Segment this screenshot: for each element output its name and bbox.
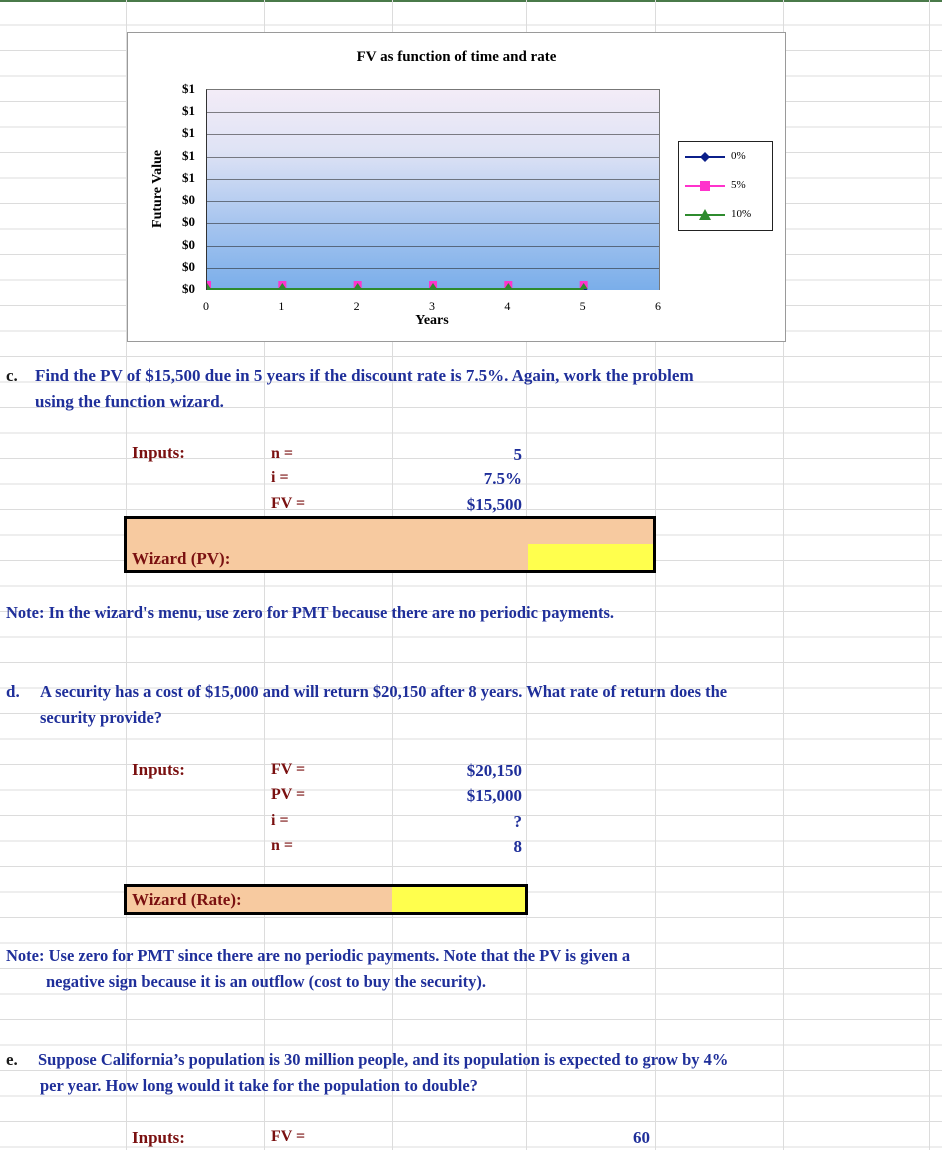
section-e-label: e. <box>6 1050 18 1069</box>
input-value-fv[interactable]: $15,500 <box>466 495 522 514</box>
grid-line <box>207 246 659 247</box>
legend-marker-diamond <box>685 150 729 164</box>
wizard-pv-box[interactable] <box>124 516 656 573</box>
x-axis-title: Years <box>415 313 449 328</box>
section-c-note: Note: In the wizard's menu, use zero for PMT because there are no periodic payments. <box>6 603 614 622</box>
section-d-question-line2: security provide? <box>40 708 163 727</box>
legend-marker-square <box>685 179 729 193</box>
chart-legend <box>678 141 773 231</box>
legend-label-1: 5% <box>731 179 746 191</box>
plot-area <box>206 89 660 290</box>
input-name-fv: FV = <box>271 1128 306 1145</box>
section-e-question-line1: Suppose California’s population is 30 million people, and its population is expected to grow by 4% <box>38 1050 729 1069</box>
x-tick-label: 1 <box>278 299 285 313</box>
grid-line <box>207 157 659 158</box>
x-tick-label: 4 <box>504 299 511 313</box>
section-c-question-line1: Find the PV of $15,500 due in 5 years if the discount rate is 7.5%. Again, work the problem <box>35 366 694 385</box>
input-name-i: i = <box>271 812 289 829</box>
wizard-rate-label: Wizard (Rate): <box>132 890 242 909</box>
grid-line <box>207 223 659 224</box>
legend-item-0 <box>685 150 769 164</box>
input-name-n: n = <box>271 837 294 854</box>
grid-line <box>207 201 659 202</box>
wizard-rate-box[interactable] <box>124 884 528 915</box>
x-tick-label: 5 <box>579 299 586 313</box>
column-line <box>929 0 930 1150</box>
y-tick-label: $1 <box>182 81 195 96</box>
y-tick-label: $1 <box>182 125 195 140</box>
input-name-i: i = <box>271 469 289 486</box>
legend-label-2: 10% <box>731 208 752 220</box>
y-tick-label: $0 <box>182 192 195 207</box>
grid-line <box>207 134 659 135</box>
legend-marker-triangle <box>685 208 729 222</box>
y-tick-label: $1 <box>182 170 195 185</box>
y-axis-title: Future Value <box>150 150 165 228</box>
chart-title: FV as function of time and rate <box>356 49 557 65</box>
y-tick-label: $0 <box>182 237 195 252</box>
input-name-pv: PV = <box>271 786 306 803</box>
wizard-pv-label: Wizard (PV): <box>132 549 231 568</box>
grid-line <box>207 268 659 269</box>
input-value-fv[interactable]: 60 <box>633 1128 650 1147</box>
legend-item-2 <box>685 208 769 222</box>
input-name-fv: FV = <box>271 761 306 778</box>
section-d-inputs-label: Inputs: <box>132 760 185 779</box>
grid-line <box>207 112 659 113</box>
y-tick-label: $0 <box>182 214 195 229</box>
legend-label-0: 0% <box>731 150 746 162</box>
plot-svg <box>207 90 659 290</box>
section-d-note-line2: negative sign because it is an outflow (cost to buy the security). <box>46 972 486 991</box>
input-value-n[interactable]: 8 <box>513 837 522 856</box>
fv-chart[interactable] <box>127 32 786 342</box>
top-border <box>0 0 942 2</box>
x-tick-label: 3 <box>429 299 435 313</box>
input-value-n[interactable]: 5 <box>513 445 522 464</box>
input-name-fv: FV = <box>271 495 306 512</box>
section-e-inputs-label: Inputs: <box>132 1128 185 1147</box>
x-tick-label: 6 <box>655 299 661 313</box>
grid-line <box>207 179 659 180</box>
input-value-i[interactable]: ? <box>513 812 522 831</box>
legend-item-1 <box>685 179 769 193</box>
y-tick-label: $0 <box>182 259 195 274</box>
input-name-n: n = <box>271 445 294 462</box>
wizard-pv-result-cell[interactable] <box>528 544 653 570</box>
y-tick-label: $1 <box>182 103 195 118</box>
x-tick-label: 0 <box>203 299 209 313</box>
section-c-label: c. <box>6 366 18 385</box>
input-value-pv[interactable]: $15,000 <box>466 786 522 805</box>
section-c-inputs-label: Inputs: <box>132 443 185 462</box>
section-e-question-line2: per year. How long would it take for the population to double? <box>40 1076 478 1095</box>
wizard-rate-result-cell[interactable] <box>392 887 525 912</box>
y-tick-label: $1 <box>182 148 195 163</box>
section-d-label: d. <box>6 682 20 701</box>
y-tick-label: $0 <box>182 281 195 296</box>
input-value-fv[interactable]: $20,150 <box>466 761 522 780</box>
x-tick-label: 2 <box>353 299 360 313</box>
input-value-i[interactable]: 7.5% <box>483 469 522 488</box>
section-d-note-line1: Note: Use zero for PMT since there are no periodic payments. Note that the PV is given a <box>6 946 631 965</box>
section-c-question-line2: using the function wizard. <box>35 392 224 411</box>
section-d-question-line1: A security has a cost of $15,000 and will return $20,150 after 8 years. What rate of return does the <box>40 682 728 701</box>
